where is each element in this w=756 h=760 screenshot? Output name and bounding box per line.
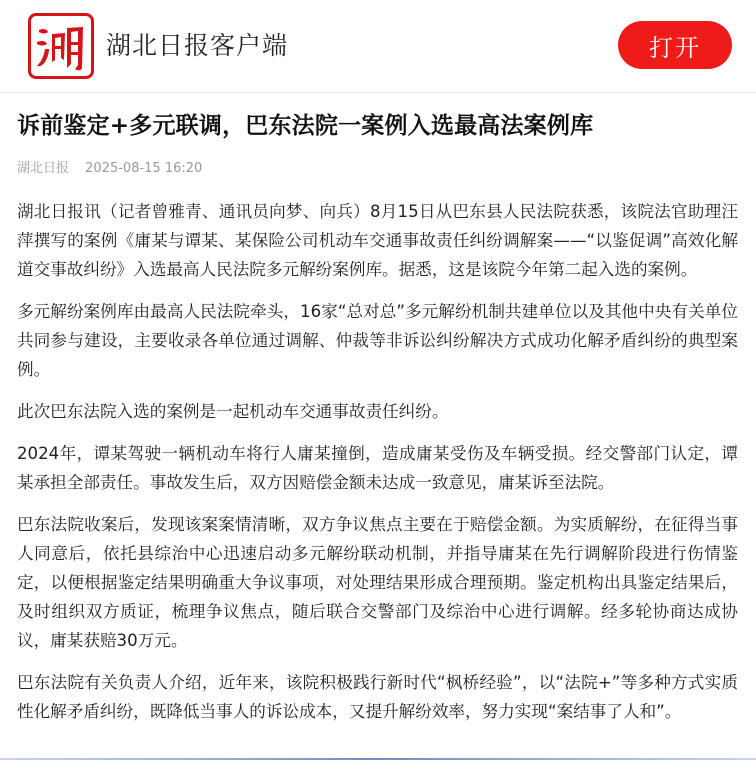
open-app-button[interactable]: 打开 bbox=[618, 21, 732, 69]
article-meta bbox=[17, 160, 738, 178]
article-paragraph: 此次巴东法院入选的案例是一起机动车交通事故责任纠纷。 bbox=[17, 402, 449, 421]
hubei-daily-logo-icon bbox=[28, 13, 94, 79]
article-paragraph: 湖北日报讯（记者曾雅青、通讯员向梦、向兵）8月15日从巴东县人民法院获悉，该院法官助理汪萍撰写的案例《庸某与谭某、某保险公司机动车交通事故责任纠纷调解案——“以鉴促调”高效化解道交事故纠纷》入选最高人民法院多元解纷案例库。据悉，这是该院今年第二起入选的案例。 bbox=[17, 202, 738, 279]
app-download-banner bbox=[0, 0, 756, 93]
article-paragraph: 巴东法院有关负责人介绍，近年来，该院积极践行新时代“枫桥经验”，以“法院+”等多种方式实质性化解矛盾纠纷，既降低当事人的诉讼成本，又提升解纷效率，努力实现“案结事了人和”。 bbox=[17, 673, 738, 721]
article-paragraph: 多元解纷案例库由最高人民法院牵头，16家“总对总”多元解纷机制共建单位以及其他中央有关单位共同参与建设，主要收录各单位通过调解、仲裁等非诉讼纠纷解决方式成功化解矛盾纠纷的典型案例。 bbox=[17, 302, 738, 379]
article-source: 湖北日报 bbox=[17, 161, 70, 176]
article-paragraph: 2024年，谭某驾驶一辆机动车将行人庸某撞倒，造成庸某受伤及车辆受损。经交警部门认定，谭某承担全部责任。事故发生后，双方因赔偿金额未达成一致意见，庸某诉至法院。 bbox=[17, 444, 738, 492]
article-date: 2025-08-15 16:20 bbox=[85, 161, 203, 176]
article-title: 诉前鉴定+多元联调，巴东法院一案例入选最高法案例库 bbox=[17, 113, 594, 139]
app-name: 湖北日报客户端 bbox=[106, 31, 289, 60]
article bbox=[0, 93, 756, 726]
article-paragraph: 巴东法院收案后，发现该案案情清晰，双方争议焦点主要在于赔偿金额。为实质解纷，在征得当事人同意后，依托县综治中心迅速启动多元解纷联动机制，并指导庸某在先行调解阶段进行伤情鉴定，以便根据鉴定结果明确重大争议事项，对处理结果形成合理预期。鉴定机构出具鉴定结果后，及时组织双方质证，梳理争议焦点，随后联合交警部门及综治中心进行调解。经多轮协商达成协议，庸某获赔30万元。 bbox=[17, 515, 738, 650]
